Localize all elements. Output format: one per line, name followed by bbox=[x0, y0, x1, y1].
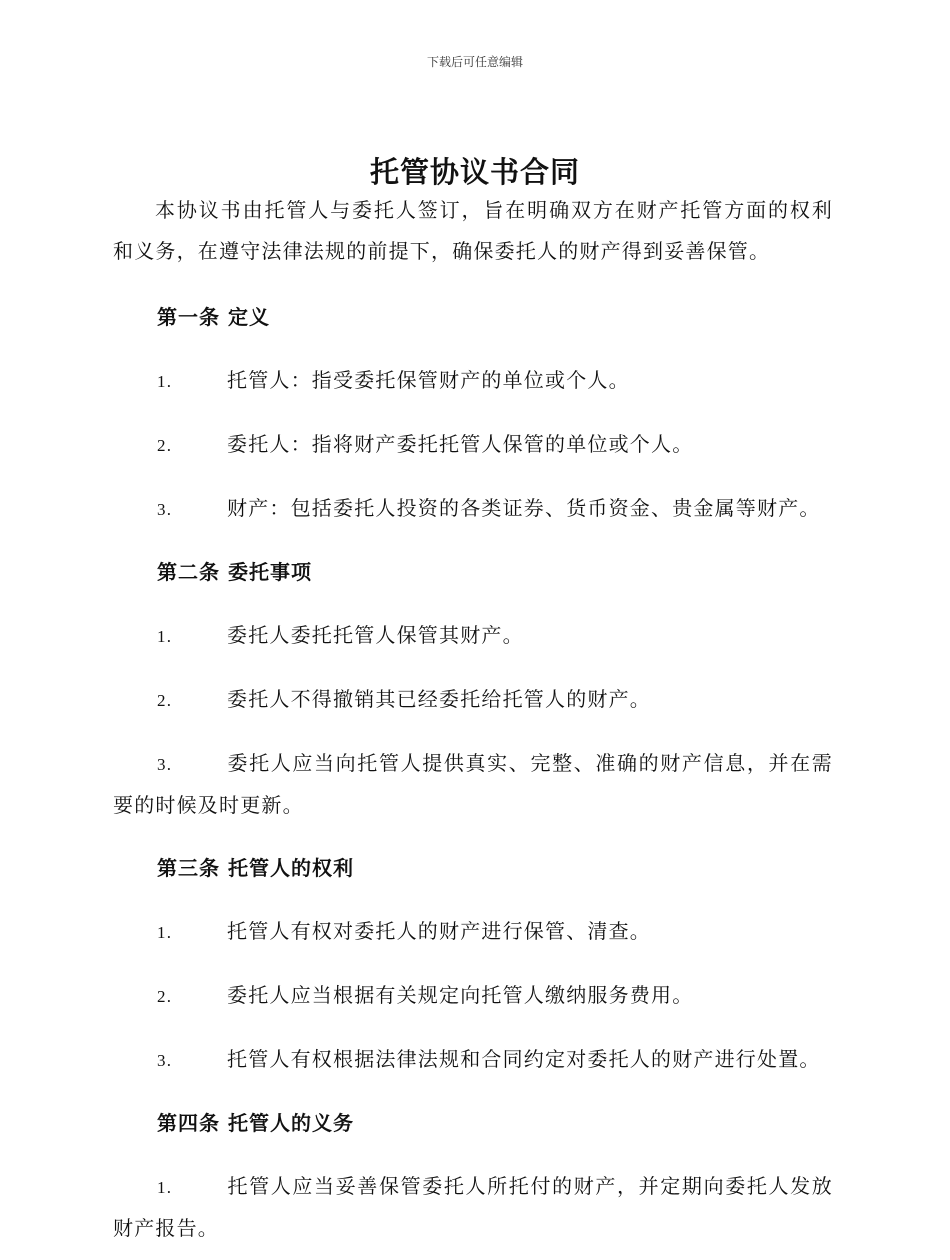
list-item bbox=[113, 900, 833, 964]
section-2 bbox=[113, 541, 833, 837]
item-text: 委托人应当根据有关规定向托管人缴纳服务费用。 bbox=[227, 983, 694, 1007]
document-title: 托管协议书合同 bbox=[369, 155, 580, 189]
item-text: 托管人有权对委托人的财产进行保管、清查。 bbox=[227, 919, 651, 943]
section-4 bbox=[113, 1092, 833, 1260]
section-1 bbox=[113, 286, 833, 541]
item-text: 委托人应当向托管人提供真实、完整、准确的财产信息，并在需要的时候及时更新。 bbox=[113, 751, 833, 817]
item-number: 3. bbox=[157, 755, 173, 774]
item-number: 1. bbox=[157, 1178, 173, 1197]
header-note: 下载后可任意编辑 bbox=[426, 55, 523, 69]
item-text: 托管人：指受委托保管财产的单位或个人。 bbox=[227, 368, 630, 392]
list-item bbox=[113, 1028, 833, 1092]
section-heading: 第三条 托管人的权利 bbox=[157, 856, 354, 880]
item-text: 委托人委托托管人保管其财产。 bbox=[227, 623, 524, 647]
list-item bbox=[113, 964, 833, 1028]
item-number: 3. bbox=[157, 1051, 173, 1070]
section-heading: 第一条 定义 bbox=[157, 305, 270, 329]
section-heading: 第四条 托管人的义务 bbox=[157, 1111, 354, 1135]
item-number: 2. bbox=[157, 987, 173, 1006]
item-number: 2. bbox=[157, 436, 173, 455]
list-item bbox=[113, 1155, 833, 1260]
item-text: 托管人有权根据法律法规和合同约定对委托人的财产进行处置。 bbox=[227, 1047, 821, 1071]
list-item bbox=[113, 604, 833, 668]
list-item bbox=[113, 668, 833, 732]
item-number: 1. bbox=[157, 627, 173, 646]
list-item bbox=[113, 477, 833, 541]
list-item bbox=[113, 349, 833, 413]
section-3 bbox=[113, 837, 833, 1092]
item-number: 1. bbox=[157, 372, 173, 391]
item-text: 委托人不得撤销其已经委托给托管人的财产。 bbox=[227, 687, 651, 711]
item-text: 财产：包括委托人投资的各类证券、货币资金、贵金属等财产。 bbox=[227, 496, 821, 520]
list-item bbox=[113, 732, 833, 837]
section-heading: 第二条 委托事项 bbox=[157, 560, 312, 584]
intro-paragraph: 本协议书由托管人与委托人签订，旨在明确双方在财产托管方面的权利和义务，在遵守法律法规的前提下，确保委托人的财产得到妥善保管。 bbox=[113, 198, 833, 263]
item-number: 3. bbox=[157, 500, 173, 519]
item-text: 委托人：指将财产委托托管人保管的单位或个人。 bbox=[227, 432, 694, 456]
item-text: 托管人应当妥善保管委托人所托付的财产，并定期向委托人发放财产报告。 bbox=[113, 1174, 833, 1240]
item-number: 2. bbox=[157, 691, 173, 710]
item-number: 1. bbox=[157, 923, 173, 942]
document-body bbox=[113, 190, 833, 1260]
list-item bbox=[113, 413, 833, 477]
